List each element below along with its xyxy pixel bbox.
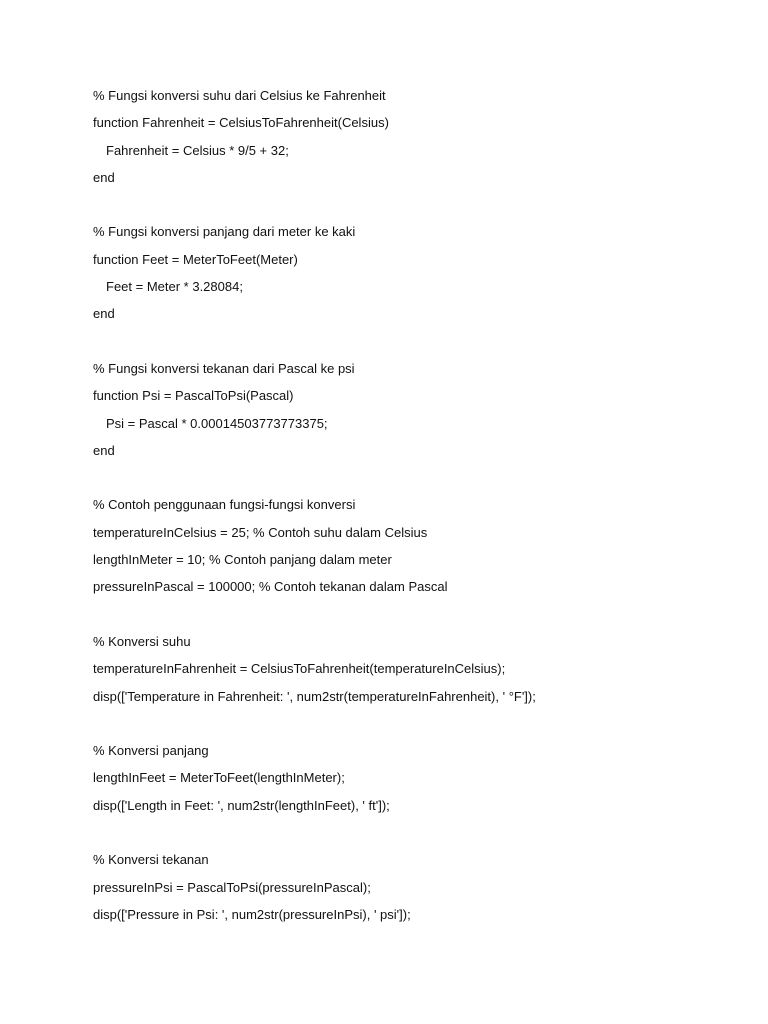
end-keyword-line: end bbox=[93, 169, 115, 185]
blank-line bbox=[93, 468, 733, 495]
code-line: pressureInPascal = 100000; % Contoh tekanan dalam Pascal bbox=[93, 579, 448, 595]
blank-line bbox=[93, 332, 733, 359]
code-line: lengthInMeter = 10; % Contoh panjang dalam meter bbox=[93, 552, 392, 568]
comment-line: % Konversi tekanan bbox=[93, 852, 209, 868]
code-line: disp(['Temperature in Fahrenheit: ', num2str(temperatureInFahrenheit), ' °F']); bbox=[93, 688, 536, 704]
function-signature-line: function Fahrenheit = CelsiusToFahrenheit(Celsius) bbox=[93, 115, 389, 131]
comment-line: % Contoh penggunaan fungsi-fungsi konversi bbox=[93, 497, 356, 513]
blank-line bbox=[93, 605, 733, 632]
function-signature-line: function Feet = MeterToFeet(Meter) bbox=[93, 251, 298, 267]
blank-line bbox=[93, 823, 733, 850]
blank-line bbox=[93, 195, 733, 222]
code-listing bbox=[93, 86, 733, 932]
function-body-line: Psi = Pascal * 0.00014503773773375; bbox=[106, 415, 328, 431]
code-line: disp(['Length in Feet: ', num2str(lengthInFeet), ' ft']); bbox=[93, 797, 390, 813]
end-keyword-line: end bbox=[93, 306, 115, 322]
code-line: temperatureInCelsius = 25; % Contoh suhu dalam Celsius bbox=[93, 524, 428, 540]
comment-line: % Fungsi konversi panjang dari meter ke kaki bbox=[93, 224, 356, 240]
comment-line: % Konversi suhu bbox=[93, 633, 191, 649]
function-body-line: Fahrenheit = Celsius * 9/5 + 32; bbox=[106, 142, 289, 158]
code-line: temperatureInFahrenheit = CelsiusToFahrenheit(temperatureInCelsius); bbox=[93, 661, 506, 677]
comment-line: % Konversi panjang bbox=[93, 743, 209, 759]
code-line: pressureInPsi = PascalToPsi(pressureInPascal); bbox=[93, 879, 371, 895]
function-body-line: Feet = Meter * 3.28084; bbox=[106, 279, 243, 295]
blank-line bbox=[93, 714, 733, 741]
code-line: disp(['Pressure in Psi: ', num2str(pressureInPsi), ' psi']); bbox=[93, 906, 411, 922]
comment-line: % Fungsi konversi suhu dari Celsius ke Fahrenheit bbox=[93, 88, 386, 103]
function-signature-line: function Psi = PascalToPsi(Pascal) bbox=[93, 388, 294, 404]
end-keyword-line: end bbox=[93, 442, 115, 458]
comment-line: % Fungsi konversi tekanan dari Pascal ke psi bbox=[93, 360, 355, 376]
code-line: lengthInFeet = MeterToFeet(lengthInMeter); bbox=[93, 770, 345, 786]
